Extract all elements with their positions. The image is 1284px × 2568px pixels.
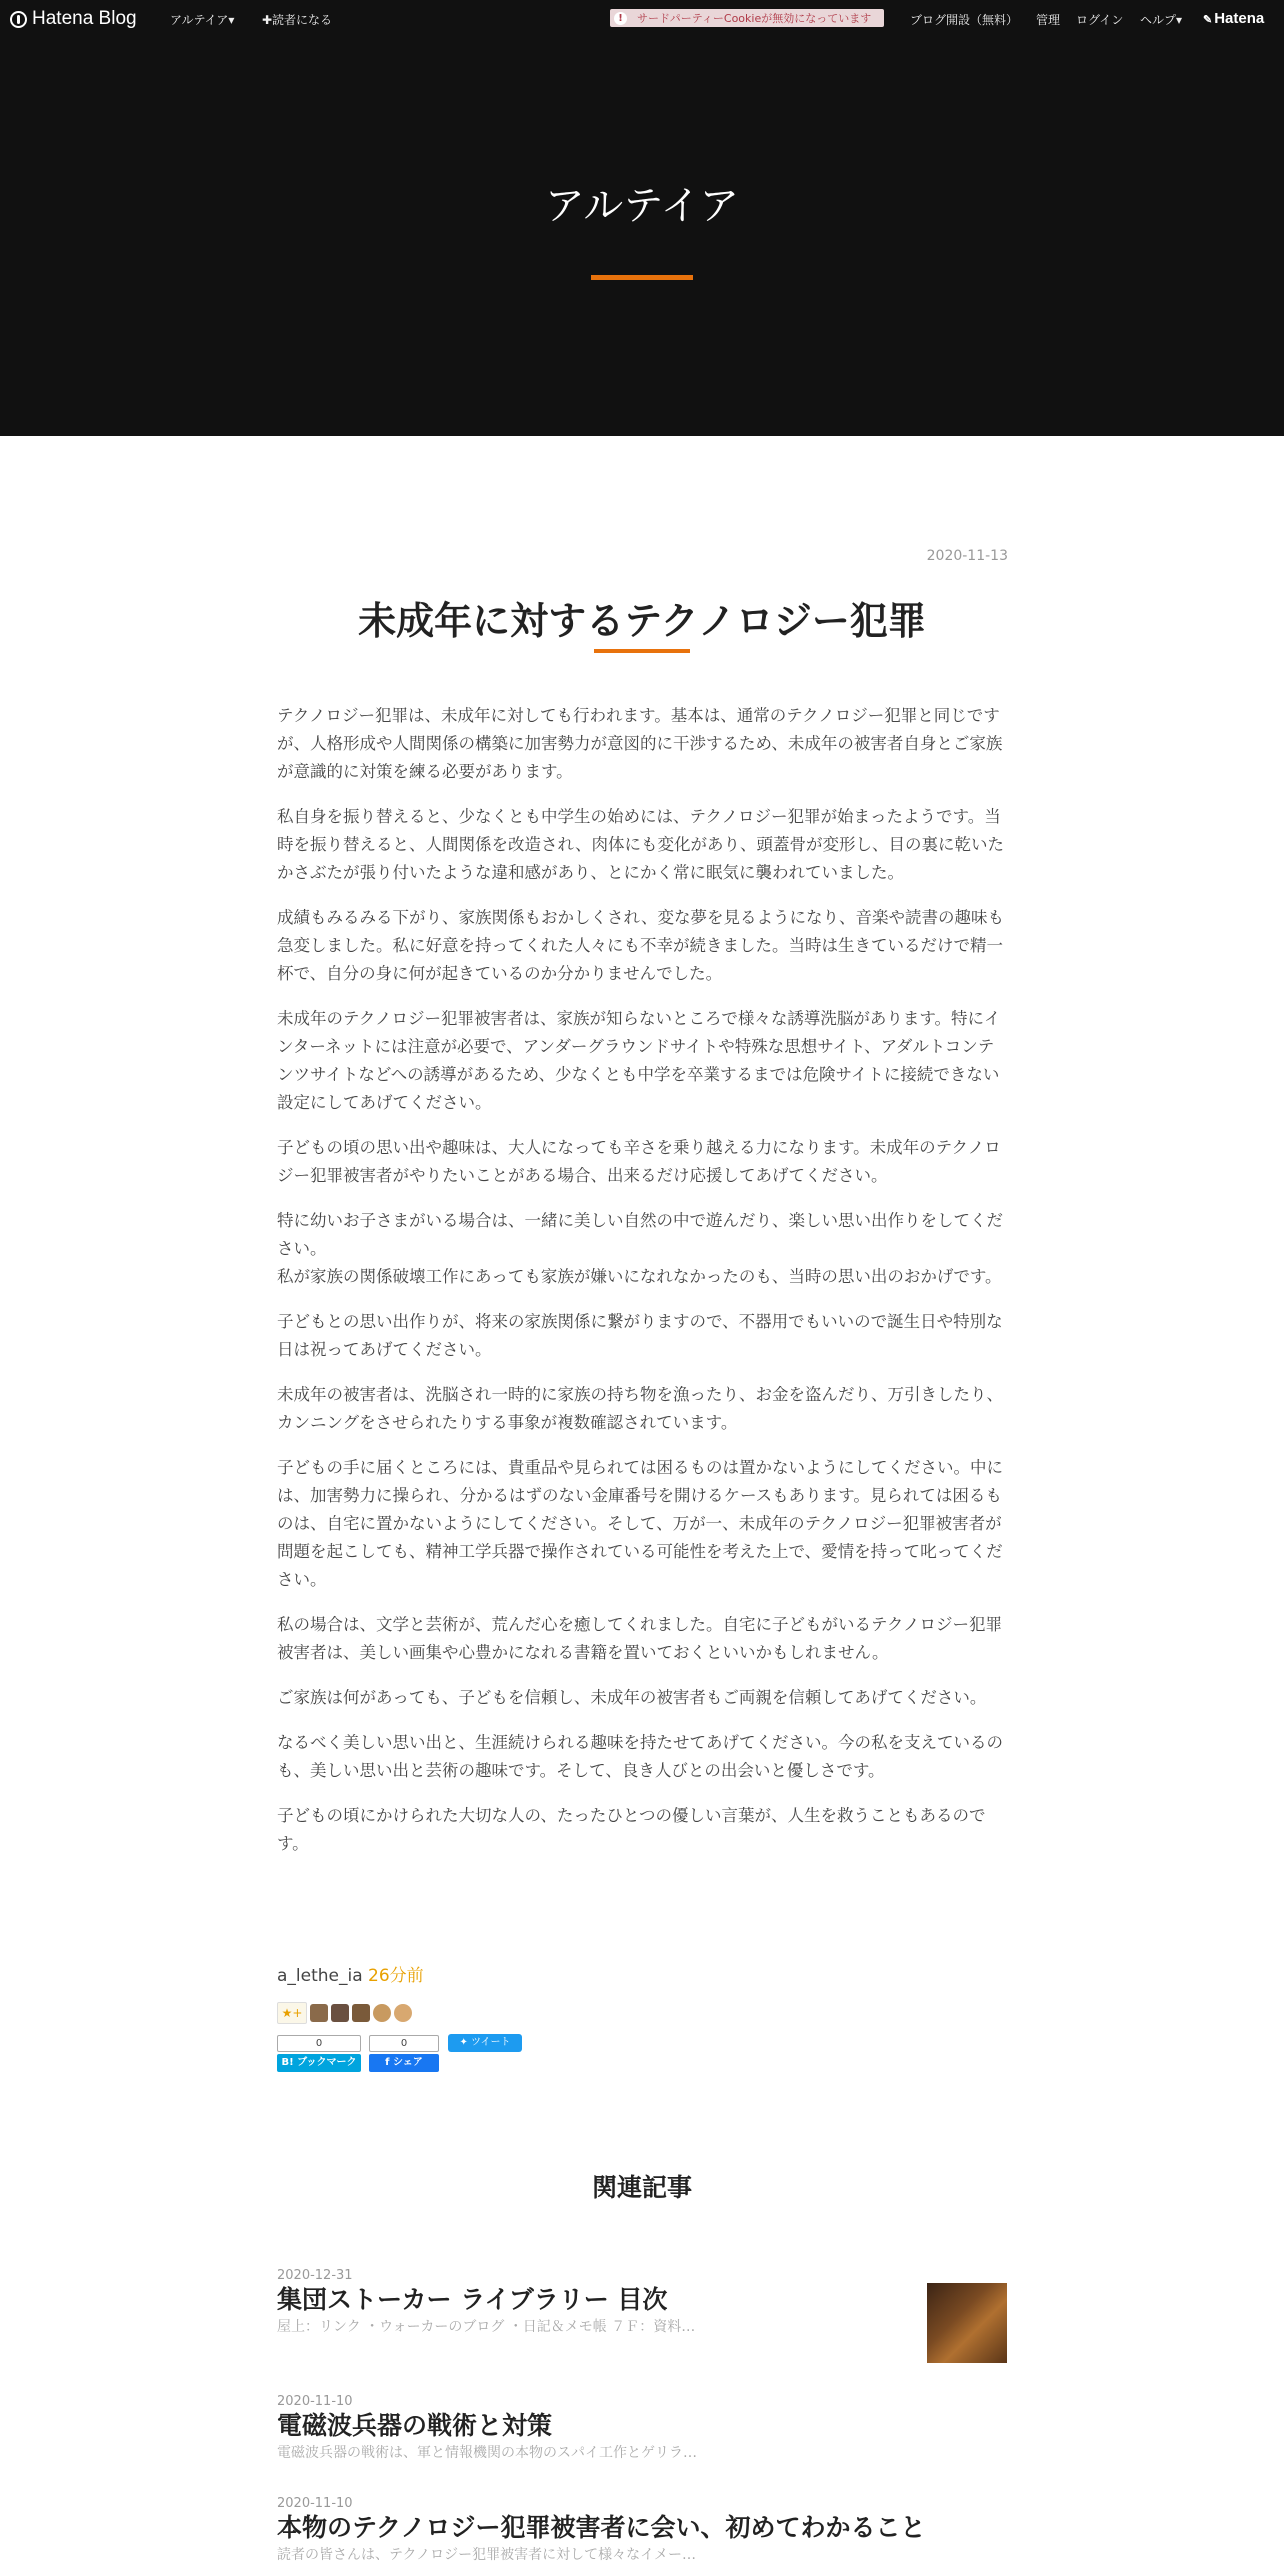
title-underline [591,275,693,280]
related-entries-heading: 関連記事 [591,2173,692,2202]
entry-date[interactable]: 2020-11-13 [926,548,1008,564]
related-entry-date: 2020-11-10 [277,2394,353,2409]
avatar[interactable] [331,2004,349,2022]
blog-header [0,38,1284,436]
avatar[interactable] [394,2004,412,2022]
twitter-bird-icon: ✦ [459,2037,472,2048]
related-entry-title[interactable]: 電磁波兵器の戦術と対策 [277,2411,553,2440]
paragraph: テクノロジー犯罪は、未成年に対しても行われます。基本は、通常のテクノロジー犯罪と同じですが、人格形成や人間関係の構築に加害勢力が意図的に干渉するため、未成年の被害者自身とご家族が意識的に対策を練る必要があります。 [277,706,1003,781]
subscribe-button[interactable]: ✚読者になる [262,13,333,27]
blog-title[interactable]: アルテイア [544,183,740,229]
facebook-count: 0 [369,2035,439,2052]
entry-body [277,702,1007,1875]
cookie-notice-text: サードパーティーCookieが無効になっています [637,12,872,25]
add-star-button[interactable]: ★+ [277,2002,307,2024]
related-entry-title[interactable]: 集団ストーカー ライブラリー 目次 [277,2285,668,2314]
related-entry[interactable] [277,2496,1007,2564]
paragraph: 未成年の被害者は、洗脳され一時的に家族の持ち物を漁ったり、お金を盗んだり、万引きしたり、カンニングをさせられたりする事象が複数確認されています。 [277,1385,1003,1432]
bookmark-count: 0 [277,2035,361,2052]
tweet-button[interactable] [448,2034,522,2052]
related-entry[interactable] [277,2394,917,2462]
entry-title[interactable]: 未成年に対するテクノロジー犯罪 [358,599,926,643]
blog-menu[interactable]: アルテイア▾ [170,13,235,27]
related-entry-thumbnail[interactable] [927,2283,1007,2363]
hatena-text: Hatena [1214,10,1265,27]
avatar[interactable] [352,2004,370,2022]
paragraph: 特に幼いお子さまがいる場合は、一緒に美しい自然の中で遊んだり、楽しい思い出作りをしてください。 私が家族の関係破壊工作にあっても家族が嫌いになれなかったのも、当時の思い出のおかげです。 [277,1211,1003,1286]
author-link[interactable]: a_lethe_ia [277,1966,363,1986]
logo-text: Hatena Blog [32,8,137,29]
login-link[interactable]: ログイン [1076,13,1124,27]
hatena-bird-icon: ✎ [1203,14,1213,26]
tweet-label: ツイート [471,2037,511,2048]
paragraph: ご家族は何があっても、子どもを信頼し、未成年の被害者もご両親を信頼してあげてください。 [277,1688,987,1707]
paragraph: 私の場合は、文学と芸術が、荒んだ心を癒してくれました。自宅に子どもがいるテクノロジー犯罪被害者は、美しい画集や心豊かになれる書籍を置いておくといいかもしれません。 [277,1615,1003,1662]
facebook-share[interactable] [369,2035,439,2071]
related-entry[interactable] [277,2268,917,2336]
cookie-notice[interactable] [610,9,884,27]
related-entry-excerpt: 読者の皆さんは、テクノロジー犯罪被害者に対して様々なイメー… [277,2547,697,2563]
entry-title-underline [594,649,690,653]
admin-link[interactable]: 管理 [1036,13,1061,27]
avatar[interactable] [310,2004,328,2022]
paragraph: 子どもの手に届くところには、貴重品や見られては困るものは置かないようにしてください。中には、加害勢力に操られ、分かるはずのない金庫番号を開けるケースもあります。見られては困るものは、自宅に置かないようにしてください。そして、万が一、未成年のテクノロジー犯罪被害者が問題を起こしても、精神工学兵器で操作されている可能性を考えた上で、愛情を持って叱ってください。 [277,1458,1003,1589]
bookmark-button[interactable]: B! ブックマーク [277,2054,361,2072]
hatena-logo-icon [10,11,27,28]
paragraph: 子どもの頃にかけられた大切な人の、たったひとつの優しい言葉が、人生を救うこともあるのです。 [277,1806,986,1853]
related-entry-date: 2020-11-10 [277,2496,353,2511]
related-entry-excerpt: 電磁波兵器の戦術は、軍と情報機関の本物のスパイ工作とゲリラ… [277,2445,697,2461]
related-entry-date: 2020-12-31 [277,2268,353,2283]
related-entry-title[interactable]: 本物のテクノロジー犯罪被害者に会い、初めてわかること [277,2513,926,2542]
global-header [0,0,1284,38]
paragraph: なるべく美しい思い出と、生涯続けられる趣味を持たせてあげてください。今の私を支えているのも、美しい思い出と芸術の趣味です。そして、良き人びとの出会いと優しさです。 [277,1733,1003,1780]
posted-time[interactable]: 26分前 [368,1966,424,1986]
paragraph: 子どもの頃の思い出や趣味は、大人になっても辛さを乗り越える力になります。未成年のテクノロジー犯罪被害者がやりたいことがある場合、出来るだけ応援してあげてください。 [277,1138,1001,1185]
entry-footer [277,1961,424,1986]
star-list [277,2002,412,2024]
hatena-link[interactable] [1203,10,1264,27]
start-blog-link[interactable]: ブログ開設（無料） [910,13,1019,27]
hatena-blog-logo[interactable] [10,8,137,30]
facebook-share-button[interactable]: f シェア [369,2054,439,2072]
hatena-bookmark-share[interactable] [277,2035,361,2071]
help-menu[interactable]: ヘルプ▾ [1140,13,1183,27]
paragraph: 私自身を振り替えると、少なくとも中学生の始めには、テクノロジー犯罪が始まったようです。当時を振り替えると、人間関係を改造され、肉体にも変化があり、頭蓋骨が変形し、目の裏に乾いたかさぶたが張り付いたような違和感があり、とにかく常に眠気に襲われていました。 [277,807,1004,882]
related-entry-excerpt: 屋上：リンク ・ウォーカーのブログ ・日記＆メモ帳 ７Ｆ：資料… [277,2319,696,2335]
paragraph: 子どもとの思い出作りが、将来の家族関係に繋がりますので、不器用でもいいので誕生日や特別な日は祝ってあげてください。 [277,1312,1003,1359]
avatar[interactable] [373,2004,391,2022]
info-icon: ! [614,12,627,25]
paragraph: 成績もみるみる下がり、家族関係もおかしくされ、変な夢を見るようになり、音楽や読書の趣味も急変しました。私に好意を持ってくれた人々にも不幸が続きました。当時は生きているだけで精一杯で、自分の身に何が起きているのか分かりませんでした。 [277,908,1004,983]
paragraph: 未成年のテクノロジー犯罪被害者は、家族が知らないところで様々な誘導洗脳があります。特にインターネットには注意が必要で、アンダーグラウンドサイトや特殊な思想サイト、アダルトコンテンツサイトなどへの誘導があるため、少なくとも中学を卒業するまでは危険サイトに接続できない設定にしてあげてください。 [277,1009,1001,1112]
